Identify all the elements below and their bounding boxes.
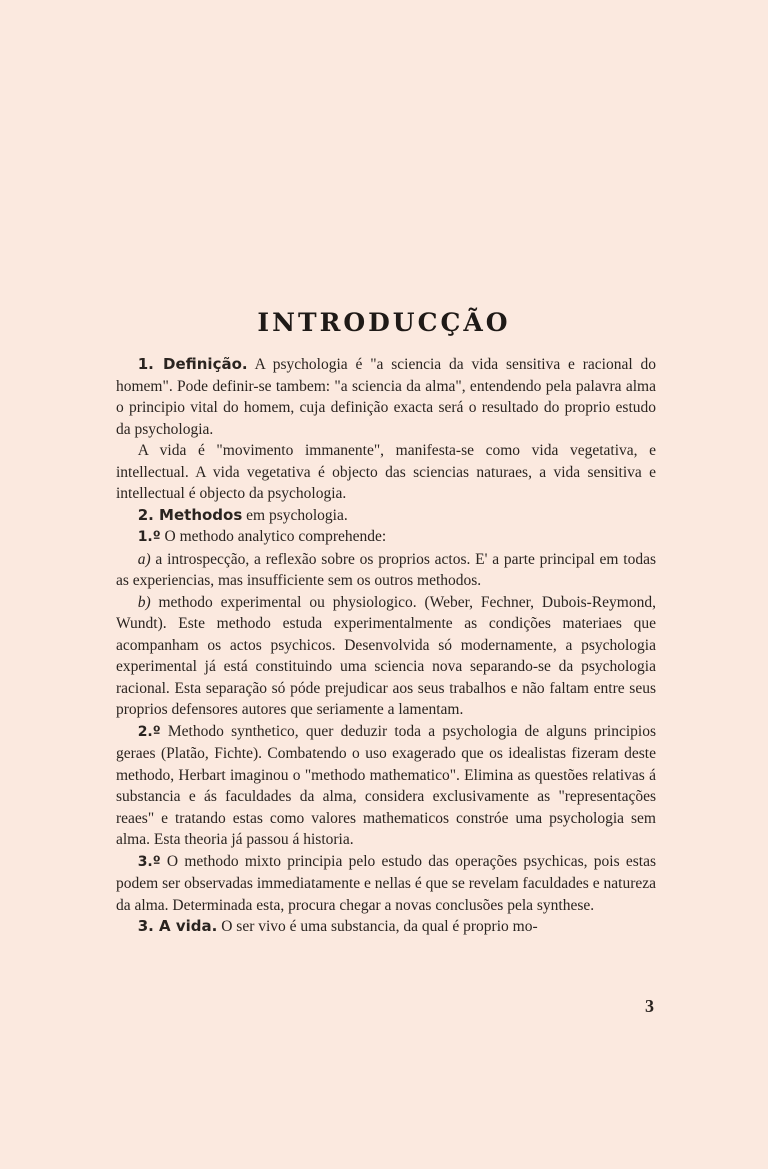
paragraph-text: A psychologia é "a sciencia da vida sensitiva e racional do homem". Pode definir-se tambem: "a sciencia da alma", entendendo pela palavra alma o principio vital do homem, cuja definição exacta será o resultado do proprio estudo da psychologia. <box>116 356 656 438</box>
body-text <box>116 354 656 938</box>
paragraph-methodos <box>116 505 656 527</box>
heading-rest: em psychologia. <box>242 506 348 524</box>
item-text: methodo experimental ou physiologico. (Weber, Fechner, Dubois-Reymond, Wundt). Este methodo estuda experimentalmente as condições materiaes que acompanham os actos psychicos. Desenvolvida só modernamente, a psychologia experimental já está constituindo uma sciencia nova separando-se da psychologia racional. Esta separação só póde prejudicar aos seus trabalhos e não faltam entre seus proprios defensores autores que seriamente a lamentam. <box>116 593 656 718</box>
paragraph-vida: A vida é "movimento immanente", manifesta-se como vida vegetativa, e intellectual. A vida vegetativa é objecto das sciencias naturaes, a vida sensitiva e intellectual é objecto da psychologia. <box>116 442 656 502</box>
item-text: a introspecção, a reflexão sobre os proprios actos. E' a parte principal em todas as experiencias, mas insufficiente sem os outros methodos. <box>116 550 656 589</box>
method-number-2: 2.º <box>137 723 161 740</box>
paragraph-vida-section <box>116 916 656 938</box>
method-number-1: 1.º <box>137 529 161 545</box>
paragraph-item-b <box>116 592 656 721</box>
paragraph-item-a <box>116 549 656 592</box>
paragraph-method-2 <box>116 721 656 851</box>
paragraph-definition <box>116 354 656 440</box>
item-label-a: a) <box>137 550 151 568</box>
section-heading-methodos: 2. Methodos <box>137 505 243 524</box>
page-number: 3 <box>645 996 654 1016</box>
method-text: O methodo mixto principia pelo estudo das operações psychicas, pois estas podem ser observadas immediatamente e nellas é que se revelam faculdades e natureza da alma. Determinada esta, procura chegar a novas conclusões pela synthese. <box>116 852 656 914</box>
paragraph-text: O ser vivo é uma substancia, da qual é proprio mo- <box>217 918 538 935</box>
method-text: O methodo analytico comprehende: <box>160 528 387 545</box>
method-number-3: 3.º <box>137 853 161 870</box>
section-heading-vida: 3. A vida. <box>137 917 218 935</box>
page-title: INTRODUCÇÃO <box>257 308 511 337</box>
paragraph-method-3 <box>116 851 656 917</box>
section-heading-definicao: 1. Definição. <box>137 355 248 373</box>
method-text: Methodo synthetico, quer deduzir toda a psychologia de alguns principios geraes (Platão, Fichte). Combatendo o uso exagerado que os idealistas fizeram deste methodo, Herbart imaginou o "methodo mathematico". Elimina as questões relativas á substancia e ás faculdades da alma, considera exclusivamente as "representações reaes" e tratando estas como valores mathematicos constróe uma psychologia sem alma. Esta theoria já passou á historia. <box>116 722 656 848</box>
item-label-b: b) <box>137 593 151 611</box>
paragraph-method-1 <box>116 526 656 549</box>
